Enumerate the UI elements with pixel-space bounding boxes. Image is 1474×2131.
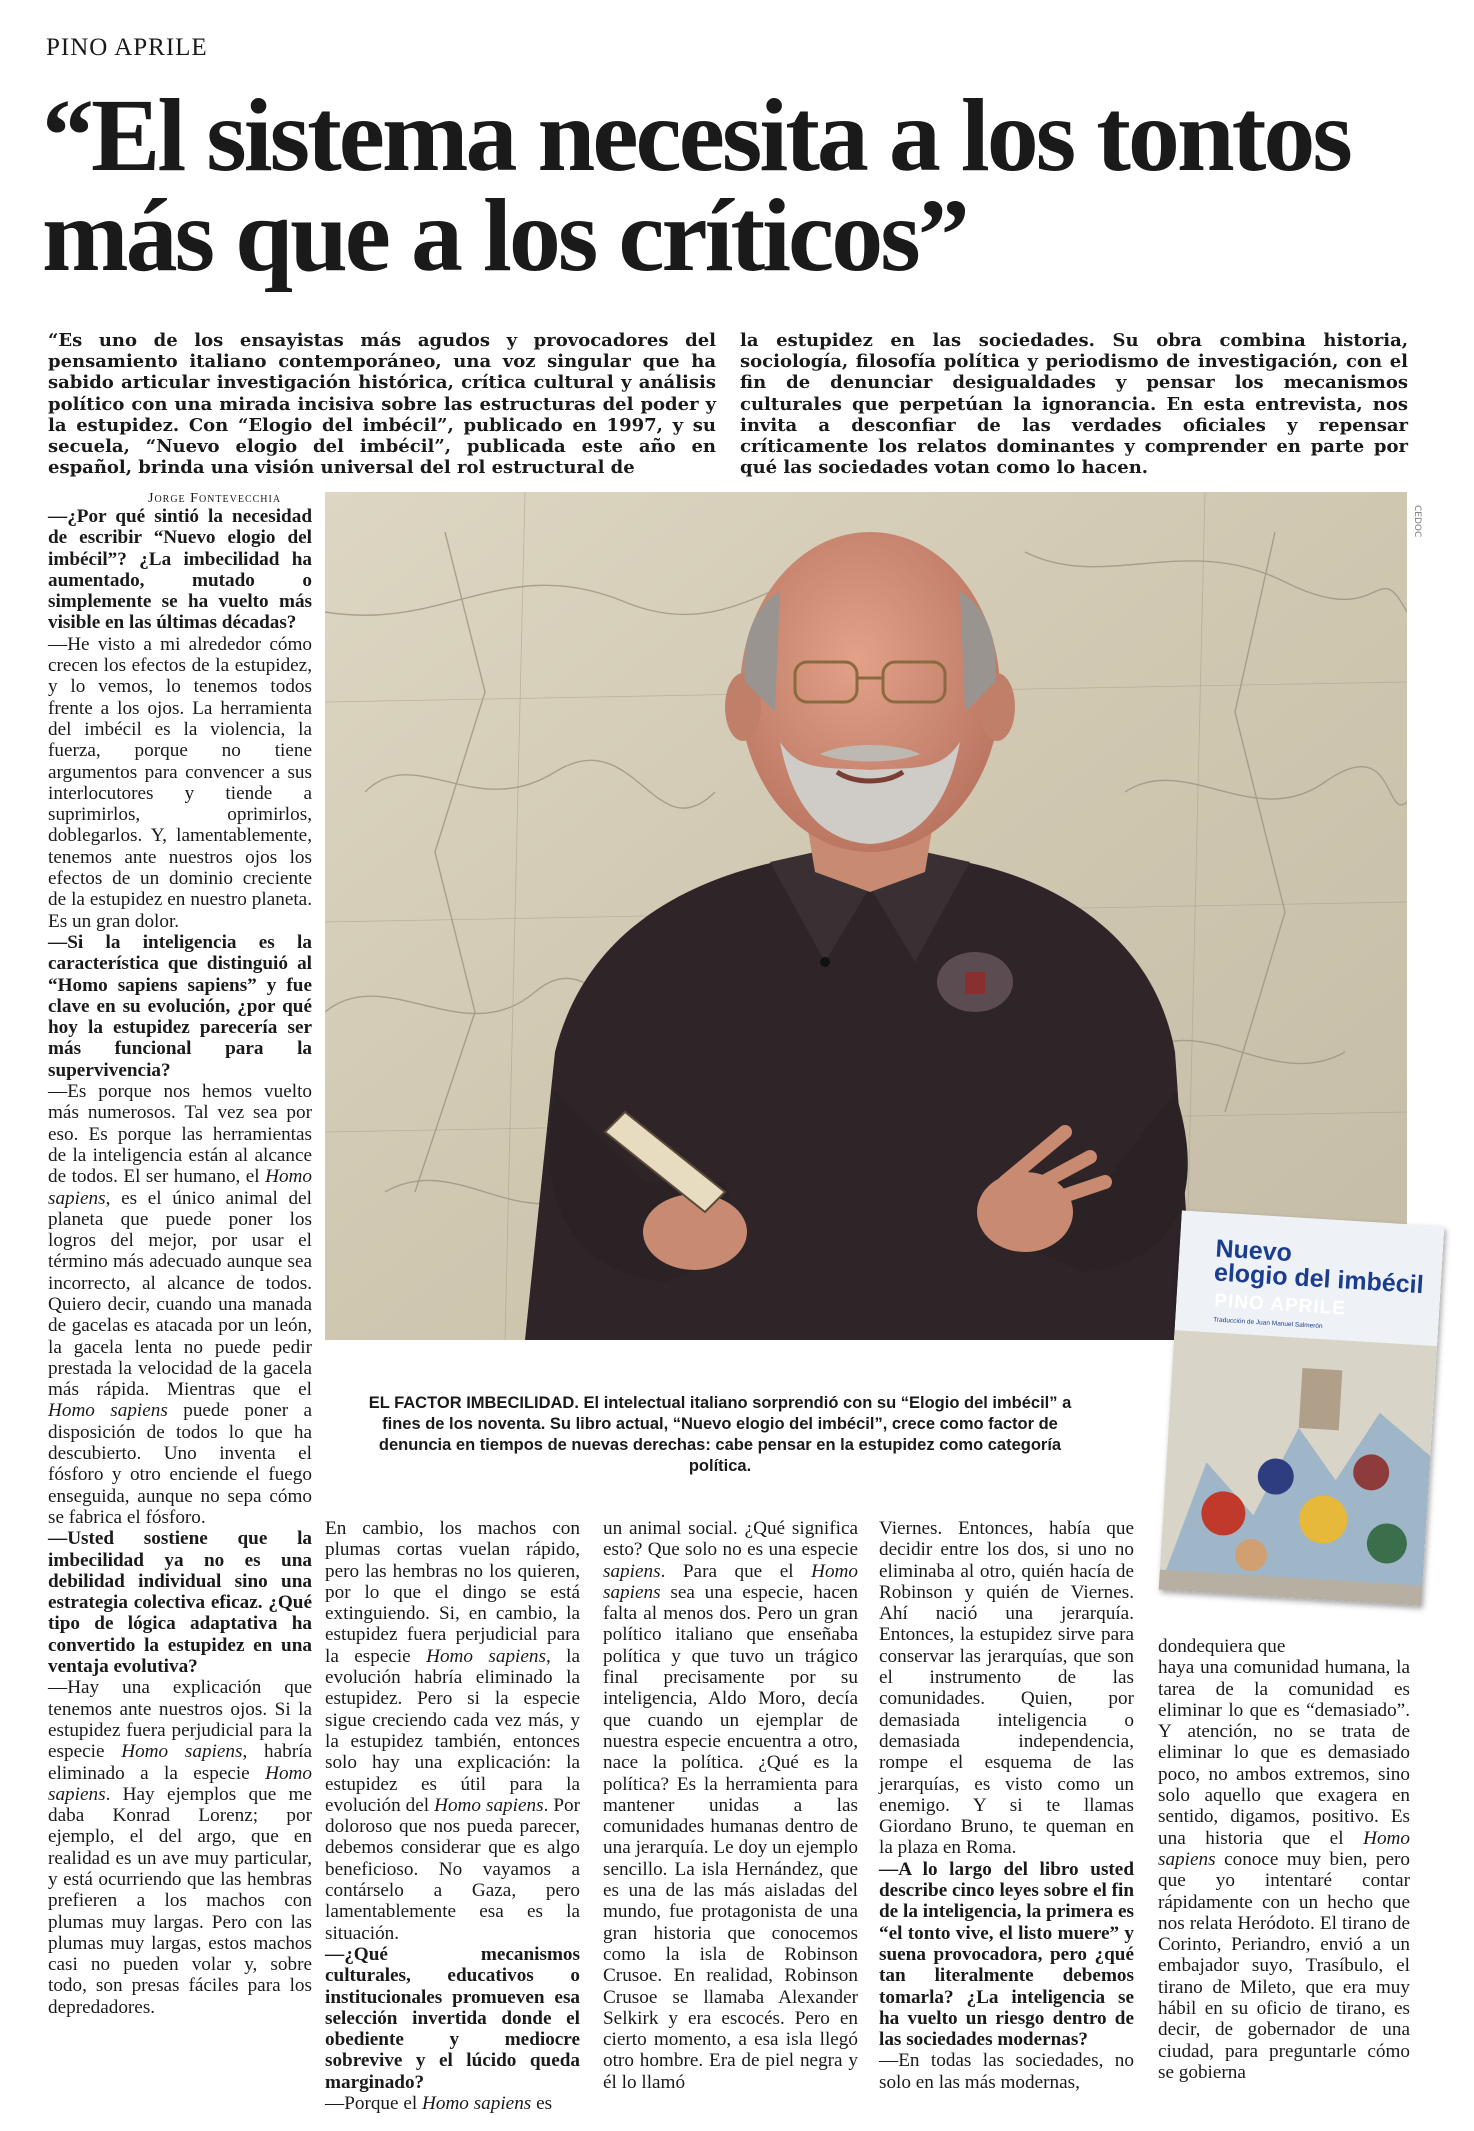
paragraph bbox=[603, 1518, 858, 2093]
column-3 bbox=[603, 1518, 858, 2093]
paragraph-part: sea una especie, hacen falta al menos dos. Pero un gran político italiano que enseñaba política y que tuvo un trágico final precisamente por su inteligencia, Aldo Moro, decía que cuando un ejemplar de nuestra especie encuentra a otro, nace la política. ¿Qué es la política? Es la herramienta para mantener unidas a las comunidades humanas dentro de una jerarquía. Le doy un ejemplo sencillo. La isla Hernández, que es una de las más aisladas del mundo, fue protagonista de una gran historia que conocemos como la isla de Robinson Crusoe. En realidad, Robinson Crusoe se llamaba Alexander Selkirk y era escocés. Pero en cierto momento, a esa isla llegó otro hombre. Era de piel negra y él lo llamó bbox=[603, 1581, 858, 2093]
species-name: Homo sapiens bbox=[422, 2093, 532, 2115]
paragraph: dondequiera que bbox=[1158, 1636, 1286, 1657]
paragraph-part: un animal social. ¿Qué significa esto? Que solo no es una especie bbox=[603, 1518, 858, 1561]
species-name: Homo sapiens bbox=[48, 1166, 312, 1209]
question-3: —Usted sostiene que la imbecilidad ya no es una debilidad individual sino una estrategia colectiva eficaz. ¿Qué tipo de lógica adaptativa ha convertido la estupidez en una ventaja evolutiva? bbox=[48, 1528, 312, 1678]
answer-2-part: —Es porque nos hemos vuelto más numerosos. Tal vez sea por eso. Es porque las herramientas de la inteligencia están al alcance de todos. El ser humano, el bbox=[48, 1081, 312, 1188]
paragraph-part: En cambio, los machos con plumas cortas vuelan rápido, pero las hembras no los quieren, por lo que el dingo se está extinguiendo. Si, en cambio, la estupidez fuera perjudicial para la especie bbox=[325, 1518, 580, 1667]
answer-3-part: . Hay ejemplos que me daba Konrad Lorenz; por ejemplo, el del argo, que en realidad es un ave muy particular, y está ocurriendo que las hembras prefieren a los machos con plumas muy largas. Pero con las plumas muy largas, estos machos casi no pueden volar y, sobre todo, son presas fáciles para los depredadores. bbox=[48, 1783, 312, 2018]
kicker: PINO APRILE bbox=[46, 34, 208, 61]
species-name: Homo sapiens bbox=[426, 1645, 546, 1667]
book-cover bbox=[1159, 1210, 1445, 1605]
column-4 bbox=[879, 1518, 1134, 2093]
question-2: —Si la inteligencia es la característica que distinguió al “Homo sapiens sapiens” y fue clave en su evolución, ¿por qué hoy la estupidez parecería ser más funcional para la supervivencia? bbox=[48, 931, 312, 1081]
column-5 bbox=[1158, 1636, 1410, 2083]
answer bbox=[325, 2093, 580, 2114]
paragraph-part: . Para que el bbox=[660, 1560, 812, 1582]
answer-2 bbox=[48, 1081, 312, 1528]
species-name: Homo sapiens bbox=[48, 1400, 168, 1422]
species-name: Homo sapiens bbox=[434, 1794, 544, 1816]
species-name: Homo sapiens bbox=[603, 1560, 858, 1603]
lead-right-text: la estupidez en las sociedades. Su obra combina historia, sociología, filosofía política y periodismo de investigación, con el fin de denunciar desigualdades y pensar los mecanismos culturales que perpetúan la ignorancia. En esta entrevista, nos invita a desconfiar de las verdades oficiales y repensar críticamente los relatos dominantes y comprender en parte por qué las sociedades votan como lo hacen. bbox=[740, 330, 1408, 479]
book-title-line: Nuevo bbox=[1214, 1234, 1293, 1268]
answer-3-part: , habría eliminado a la especie bbox=[48, 1741, 312, 1784]
portrait-photo bbox=[325, 492, 1407, 1340]
answer-2-part: , es el único animal del planeta que puede poner los logros del mejor, por usar el término más adecuado aunque sea incorrecto, al alcance de todos. Quiero decir, cuando una manada de gacelas es atacada por un león, la gacela lenta no puede pedir prestada la velocidad de la gacela más rápida. Mientras que el bbox=[48, 1187, 312, 1401]
question-1: —¿Por qué sintió la necesidad de escribir “Nuevo elogio del imbécil”? ¿La imbecilidad ha aumentado, mutado o simplemente se ha vuelto más visible en las últimas décadas? bbox=[48, 506, 312, 634]
book-translation: Traducción de Juan Manuel Salmerón bbox=[1212, 1316, 1323, 1331]
species-name: Homo sapiens bbox=[48, 1762, 312, 1805]
lead-right bbox=[740, 330, 1408, 478]
paragraph-part: conoce muy bien, pero que yo intentaré contar rápidamente con un hecho que nos relata Heródoto. El tirano de Corinto, Periandro, envió a un embajador suyo, Trasíbulo, el tirano de Mileto, que era muy hábil en su oficio de tirano, es decir, de gobernador de una ciudad, para preguntarle cómo se gobierna bbox=[1158, 1848, 1410, 2083]
paragraph-part: . Por doloroso que nos pueda parecer, debemos considerar que es algo beneficioso. No vayamos a contárselo a Gaza, pero lamentablemente esa es la situación. bbox=[325, 1794, 581, 1944]
column-2 bbox=[325, 1518, 580, 2114]
paragraph bbox=[325, 1518, 580, 1944]
answer: —En todas las sociedades, no solo en las más modernas, bbox=[879, 2050, 1134, 2093]
question: —A lo largo del libro usted describe cinco leyes sobre el fin de la inteligencia, la primera es “el tonto vive, el listo muere” y suena provocadora, pero ¿qué tan literalmente debemos tomarla? ¿La inteligencia se ha vuelto un riesgo dentro de las sociedades modernas? bbox=[879, 1858, 1134, 2051]
photo-credit: CEDOC bbox=[1412, 505, 1422, 538]
paragraph-part: haya una comunidad humana, la tarea de la comunidad es eliminar lo que es “demasiado”. Y atención, no se trata de eliminar lo que es demasiado poco, no ambos extremos, sino solo aquello que exagera en sentido, digamos, positivo. Es una historia que el bbox=[1158, 1657, 1410, 1849]
byline: Jorge Fontevecchia bbox=[148, 491, 282, 506]
portrait-illustration bbox=[325, 492, 1407, 1340]
answer-3 bbox=[48, 1677, 312, 2018]
species-name: sapiens bbox=[603, 1560, 661, 1582]
answer-part: —Porque el bbox=[325, 2093, 422, 2115]
lead-left-text: “Es uno de los ensayistas más agudos y provocadores del pensamiento italiano contemporáneo, una voz singular que ha sabido articular investigación histórica, crítica cultural y análisis político con una mirada incisiva sobre las estructuras del poder y la estupidez. Con “Elogio del imbécil”, publicado en 1997, y su secuela, “Nuevo elogio del imbécil”, publicada este año en español, brinda una visión universal del rol estructural de bbox=[48, 330, 716, 479]
photo-caption: EL FACTOR IMBECILIDAD. El intelectual italiano sorprendió con su “Elogio del imbécil” a fines de los noventa. Su libro actual, “Nuevo elogio del imbécil”, crece como factor de denuncia en tiempos de nuevas derechas: cabe pensar en la estupidez como categoría política. bbox=[368, 1394, 1072, 1475]
lead-left bbox=[48, 330, 716, 478]
book-author: PINO APRILE bbox=[1213, 1290, 1347, 1320]
answer-part: es bbox=[531, 2093, 553, 2115]
answer-3-part: —Hay una explicación que tenemos ante nuestros ojos. Si la estupidez fuera perjudicial para la especie bbox=[48, 1677, 312, 1763]
answer-2-part: puede poner a disposición de todos lo que ha descubierto. Uno inventa el fósforo y otro enciende el fuego enseguida, aunque no sepa cómo se fabrica el fósforo. bbox=[48, 1400, 312, 1528]
question: —¿Qué mecanismos culturales, educativos o institucionales promueven esa selección invertida donde el obediente y mediocre sobrevive y el lúcido queda marginado? bbox=[325, 1943, 580, 2093]
paragraph bbox=[1158, 1657, 1410, 2083]
headline: “El sistema necesita a los tontos más que a los críticos” bbox=[42, 78, 1350, 293]
paragraph-part: , la evolución habría eliminado la estupidez. Pero si la especie sigue creciendo cada vez más, y la estupidez también, entonces solo hay una explicación: la estupidez es útil para la evolución del bbox=[325, 1645, 580, 1816]
column-1 bbox=[48, 506, 312, 2018]
paragraph: Viernes. Entonces, había que decidir entre los dos, si uno no eliminaba al otro, quién hacía de Robinson y quién de Viernes. Ahí nació una jerarquía. Entonces, la estupidez sirve para conservar las jerarquías, que son el instrumento de las comunidades. Quien, por demasiada inteligencia o demasiada independencia, rompe el esquema de las jerarquías, es visto como un enemigo. Y si te llamas Giordano Bruno, te queman en la plaza en Roma. bbox=[879, 1518, 1134, 1859]
species-name: Homo sapiens bbox=[1158, 1827, 1410, 1870]
answer-1: —He visto a mi alrededor cómo crecen los efectos de la estupidez, y lo vemos, lo tenemos todos frente a los ojos. La herramienta del imbécil es la violencia, la fuerza, porque no tiene argumentos para convencer a sus interlocutores y tiende a suprimirlos, oprimirlos, doblegarlos. Y, lamentablemente, tenemos ante nuestros ojos los efectos de un dominio creciente de la estupidez en nuestro planeta. Es un gran dolor. bbox=[48, 633, 312, 932]
species-name: Homo sapiens bbox=[121, 1741, 243, 1763]
book-title-line: elogio del imbécil bbox=[1213, 1258, 1425, 1300]
